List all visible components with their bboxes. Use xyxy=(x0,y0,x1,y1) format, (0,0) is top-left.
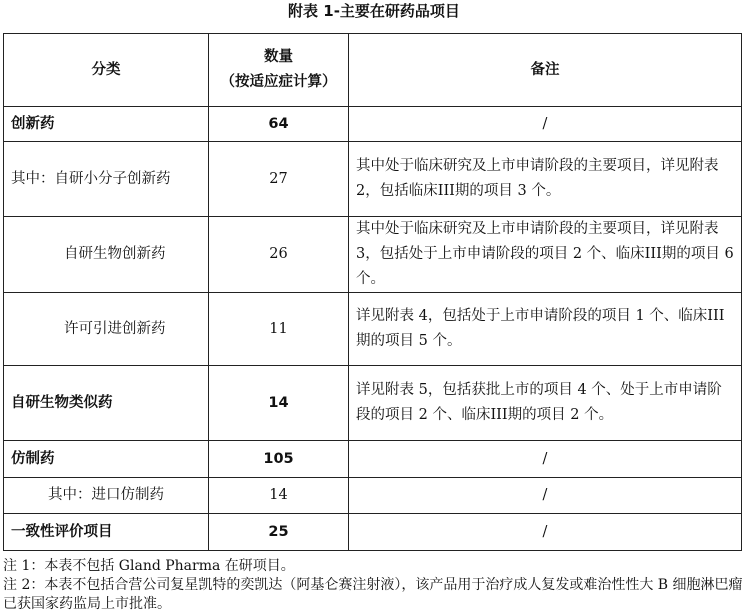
row-remark: 其中处于临床研究及上市申请阶段的主要项目，详见附表 2，包括临床III期的项目 3 个。 xyxy=(349,142,742,217)
table-row xyxy=(4,478,742,514)
footnotes xyxy=(3,557,745,614)
header-count xyxy=(209,34,349,107)
row-category: 许可引进创新药 xyxy=(4,293,209,366)
table-row xyxy=(4,441,742,478)
row-remark: / xyxy=(349,107,742,142)
row-remark: / xyxy=(349,441,742,478)
header-remarks: 备注 xyxy=(349,34,742,107)
row-remark: / xyxy=(349,478,742,514)
row-category: 其中：进口仿制药 xyxy=(4,478,209,514)
header-category: 分类 xyxy=(4,34,209,107)
row-count: 25 xyxy=(209,514,349,551)
table-row xyxy=(4,107,742,142)
row-remark: 详见附表 5，包括获批上市的项目 4 个、处于上市申请阶段的项目 2 个、临床III期的项目 2 个。 xyxy=(349,366,742,441)
header-count-line1: 数量 xyxy=(264,49,293,65)
row-remark: 其中处于临床研究及上市申请阶段的主要项目，详见附表 3，包括处于上市申请阶段的项目 2 个、临床III期的项目 6 个。 xyxy=(349,217,742,293)
row-count: 64 xyxy=(209,107,349,142)
header-count-line2: （按适应症计算） xyxy=(220,74,337,90)
table-row xyxy=(4,366,742,441)
table-header-row xyxy=(4,34,742,107)
footnote-1: 注 1：本表不包括 Gland Pharma 在研项目。 xyxy=(3,558,295,574)
row-remark: / xyxy=(349,514,742,551)
row-count: 11 xyxy=(209,293,349,366)
row-count: 14 xyxy=(209,366,349,441)
row-count: 26 xyxy=(209,217,349,293)
row-remark: 详见附表 4，包括处于上市申请阶段的项目 1 个、临床III期的项目 5 个。 xyxy=(349,293,742,366)
row-category: 仿制药 xyxy=(4,441,209,478)
row-count: 14 xyxy=(209,478,349,514)
table-row xyxy=(4,217,742,293)
row-category: 创新药 xyxy=(4,107,209,142)
table-title: 附表 1-主要在研药品项目 xyxy=(288,2,460,20)
table-row xyxy=(4,514,742,551)
pipeline-table xyxy=(3,33,742,551)
row-category: 一致性评价项目 xyxy=(4,514,209,551)
row-count: 105 xyxy=(209,441,349,478)
table-row xyxy=(4,293,742,366)
row-category: 自研生物类似药 xyxy=(4,366,209,441)
row-count: 27 xyxy=(209,142,349,217)
row-category: 自研生物创新药 xyxy=(4,217,209,293)
footnote-2: 注 2：本表不包括合营公司复星凯特的奕凯达（阿基仑赛注射液），该产品用于治疗成人复发或难治性性大 B 细胞淋巴瘤已获国家药监局上市批准。 xyxy=(3,577,743,612)
row-category: 其中：自研小分子创新药 xyxy=(4,142,209,217)
table-row xyxy=(4,142,742,217)
